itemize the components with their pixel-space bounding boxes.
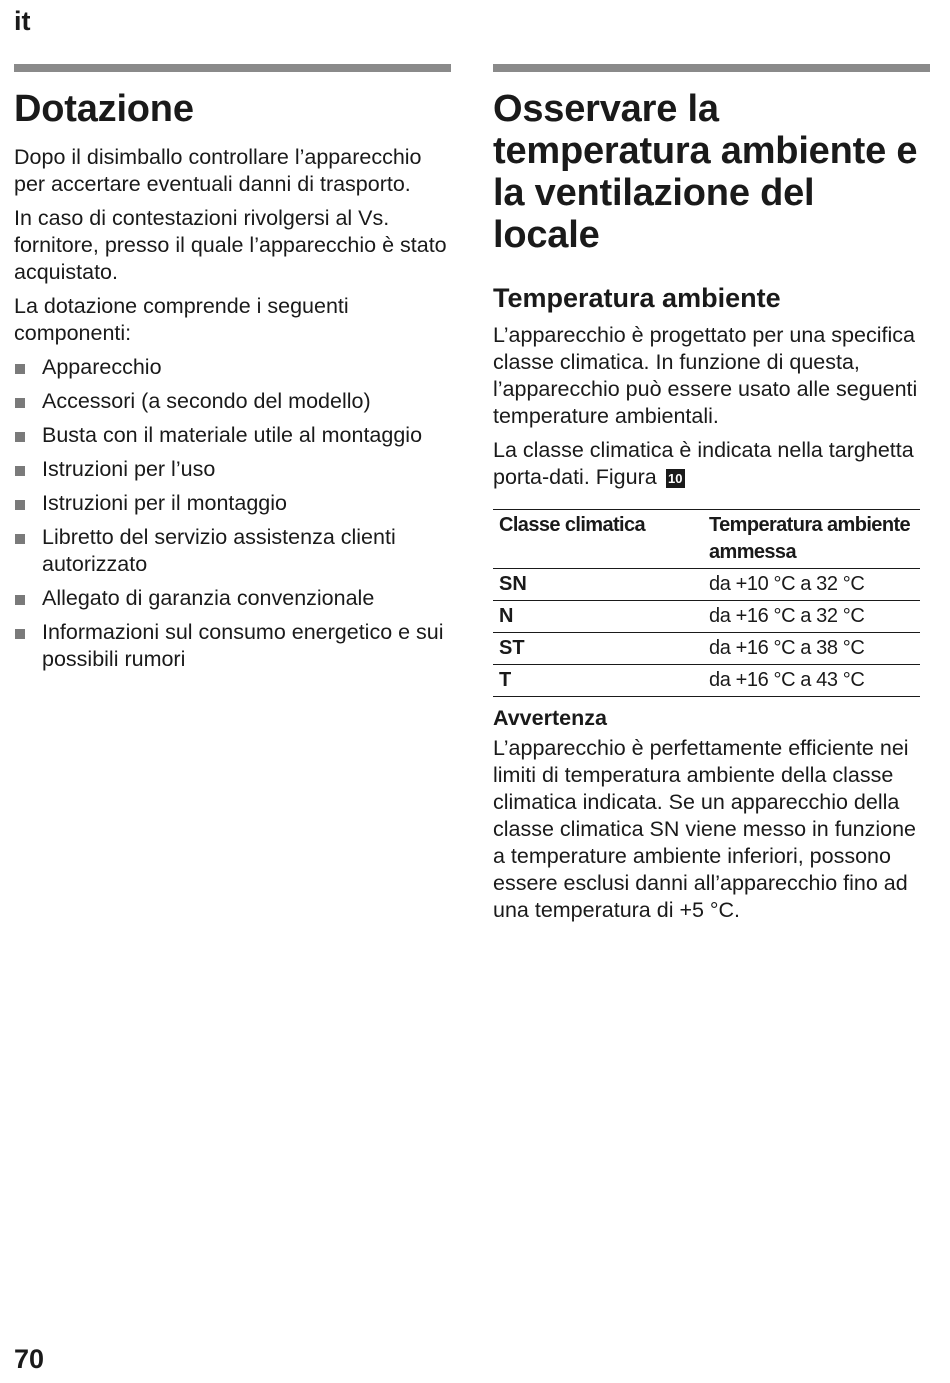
component-list (14, 354, 451, 673)
section-rule (14, 64, 451, 72)
square-bullet-icon (15, 534, 25, 544)
list-item-text: Libretto del servizio assistenza clienti autorizzato (42, 525, 396, 576)
list-item-text: Apparecchio (42, 355, 162, 379)
list-item (14, 456, 451, 483)
list-item-text: Busta con il materiale utile al montaggio (42, 423, 423, 447)
page-number: 70 (14, 1344, 45, 1374)
temperature-range-cell: da +16 °C a 32 °C (703, 601, 920, 633)
list-item-text: Istruzioni per l’uso (42, 457, 216, 481)
list-item-text: Accessori (a secondo del modello) (42, 389, 371, 413)
paragraph: La dotazione comprende i seguenti componenti: (14, 294, 349, 345)
climate-class-cell: SN (493, 569, 703, 601)
climate-class-cell: ST (493, 633, 703, 665)
left-column (14, 64, 451, 680)
list-item-text: Informazioni sul consumo energetico e sui possibili rumori (42, 620, 444, 671)
table-row (493, 665, 920, 697)
table-row (493, 633, 920, 665)
section-rule (493, 64, 930, 72)
list-item (14, 585, 451, 612)
figure-reference-badge: 10 (666, 469, 685, 488)
section-title-dotazione: Dotazione (14, 88, 194, 130)
note-text: L’apparecchio è perfettamente efficiente nei limiti di temperatura ambiente della classe climatica indicata. Se un apparecchio della classe climatica SN viene messo in funzione a temperature ambiente inferiori, possono essere esclusi danni all’apparecchio fino ad una temperatura di +5 °C. (493, 736, 917, 922)
square-bullet-icon (15, 432, 25, 442)
list-item (14, 619, 451, 673)
right-column (493, 64, 930, 931)
list-item (14, 388, 451, 415)
section-title-temperature: Osservare la temperatura ambiente e la ventilazione del locale (493, 88, 918, 256)
list-item (14, 490, 451, 517)
temperature-range-cell: da +16 °C a 43 °C (703, 665, 920, 697)
climate-class-cell: N (493, 601, 703, 633)
climate-class-cell: T (493, 665, 703, 697)
paragraph (493, 437, 930, 491)
language-code: it (14, 6, 31, 36)
paragraph: In caso di contestazioni rivolgersi al Vs. fornitore, presso il quale l’apparecchio è stato acquistato. (14, 206, 447, 284)
list-item (14, 354, 451, 381)
table-row (493, 569, 920, 601)
list-item-text: Allegato di garanzia convenzionale (42, 586, 375, 610)
climate-class-table (493, 509, 920, 697)
table-header-row (493, 510, 920, 569)
table-row (493, 601, 920, 633)
column-header-class: Classe climatica (493, 510, 703, 569)
square-bullet-icon (15, 629, 25, 639)
list-item (14, 422, 451, 449)
square-bullet-icon (15, 595, 25, 605)
list-item (14, 524, 451, 578)
square-bullet-icon (15, 364, 25, 374)
paragraph-text: La classe climatica è indicata nella targhetta porta-dati. Figura (493, 438, 914, 489)
square-bullet-icon (15, 466, 25, 476)
subsection-title: Temperatura ambiente (493, 283, 781, 313)
paragraph: Dopo il disimballo controllare l’apparecchio per accertare eventuali danni di trasporto. (14, 145, 422, 196)
temperature-range-cell: da +16 °C a 38 °C (703, 633, 920, 665)
paragraph: L’apparecchio è progettato per una specifica classe climatica. In funzione di questa, l’apparecchio può essere usato alle seguenti temperature ambientali. (493, 323, 918, 428)
temperature-range-cell: da +10 °C a 32 °C (703, 569, 920, 601)
square-bullet-icon (15, 500, 25, 510)
note-heading: Avvertenza (493, 706, 607, 730)
list-item-text: Istruzioni per il montaggio (42, 491, 287, 515)
square-bullet-icon (15, 398, 25, 408)
column-header-temperature: Temperatura ambiente ammessa (703, 510, 920, 569)
